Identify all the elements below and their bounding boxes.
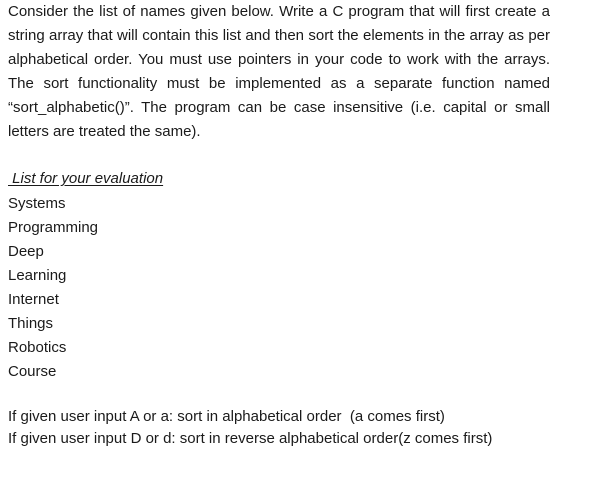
list-item: Things xyxy=(8,315,54,332)
list-item: Programming xyxy=(8,219,99,236)
list-item: Robotics xyxy=(8,339,67,356)
list-item: Learning xyxy=(8,267,67,284)
list-heading: List for your evaluation xyxy=(8,170,164,187)
problem-description: Consider the list of names given below. Write a C program that will first create a string array that will contain this list and then sort the elements in the array as per alphabetical order. You must use pointers in your code to work with the arrays. The sort functionality must be implemented as a separate function named “sort_alphabetic()”. The program can be case insensitive (i.e. capital or small letters are treated the same). xyxy=(8,3,550,140)
input-rules xyxy=(8,406,492,450)
rule-ascending: If given user input A or a: sort in alphabetical order (a comes first) xyxy=(8,408,445,425)
list-item: Deep xyxy=(8,243,44,260)
name-list xyxy=(8,192,98,384)
list-item: Systems xyxy=(8,195,66,212)
rule-descending: If given user input D or d: sort in reverse alphabetical order(z comes first) xyxy=(8,430,493,447)
list-item: Internet xyxy=(8,291,59,308)
list-item: Course xyxy=(8,363,57,380)
